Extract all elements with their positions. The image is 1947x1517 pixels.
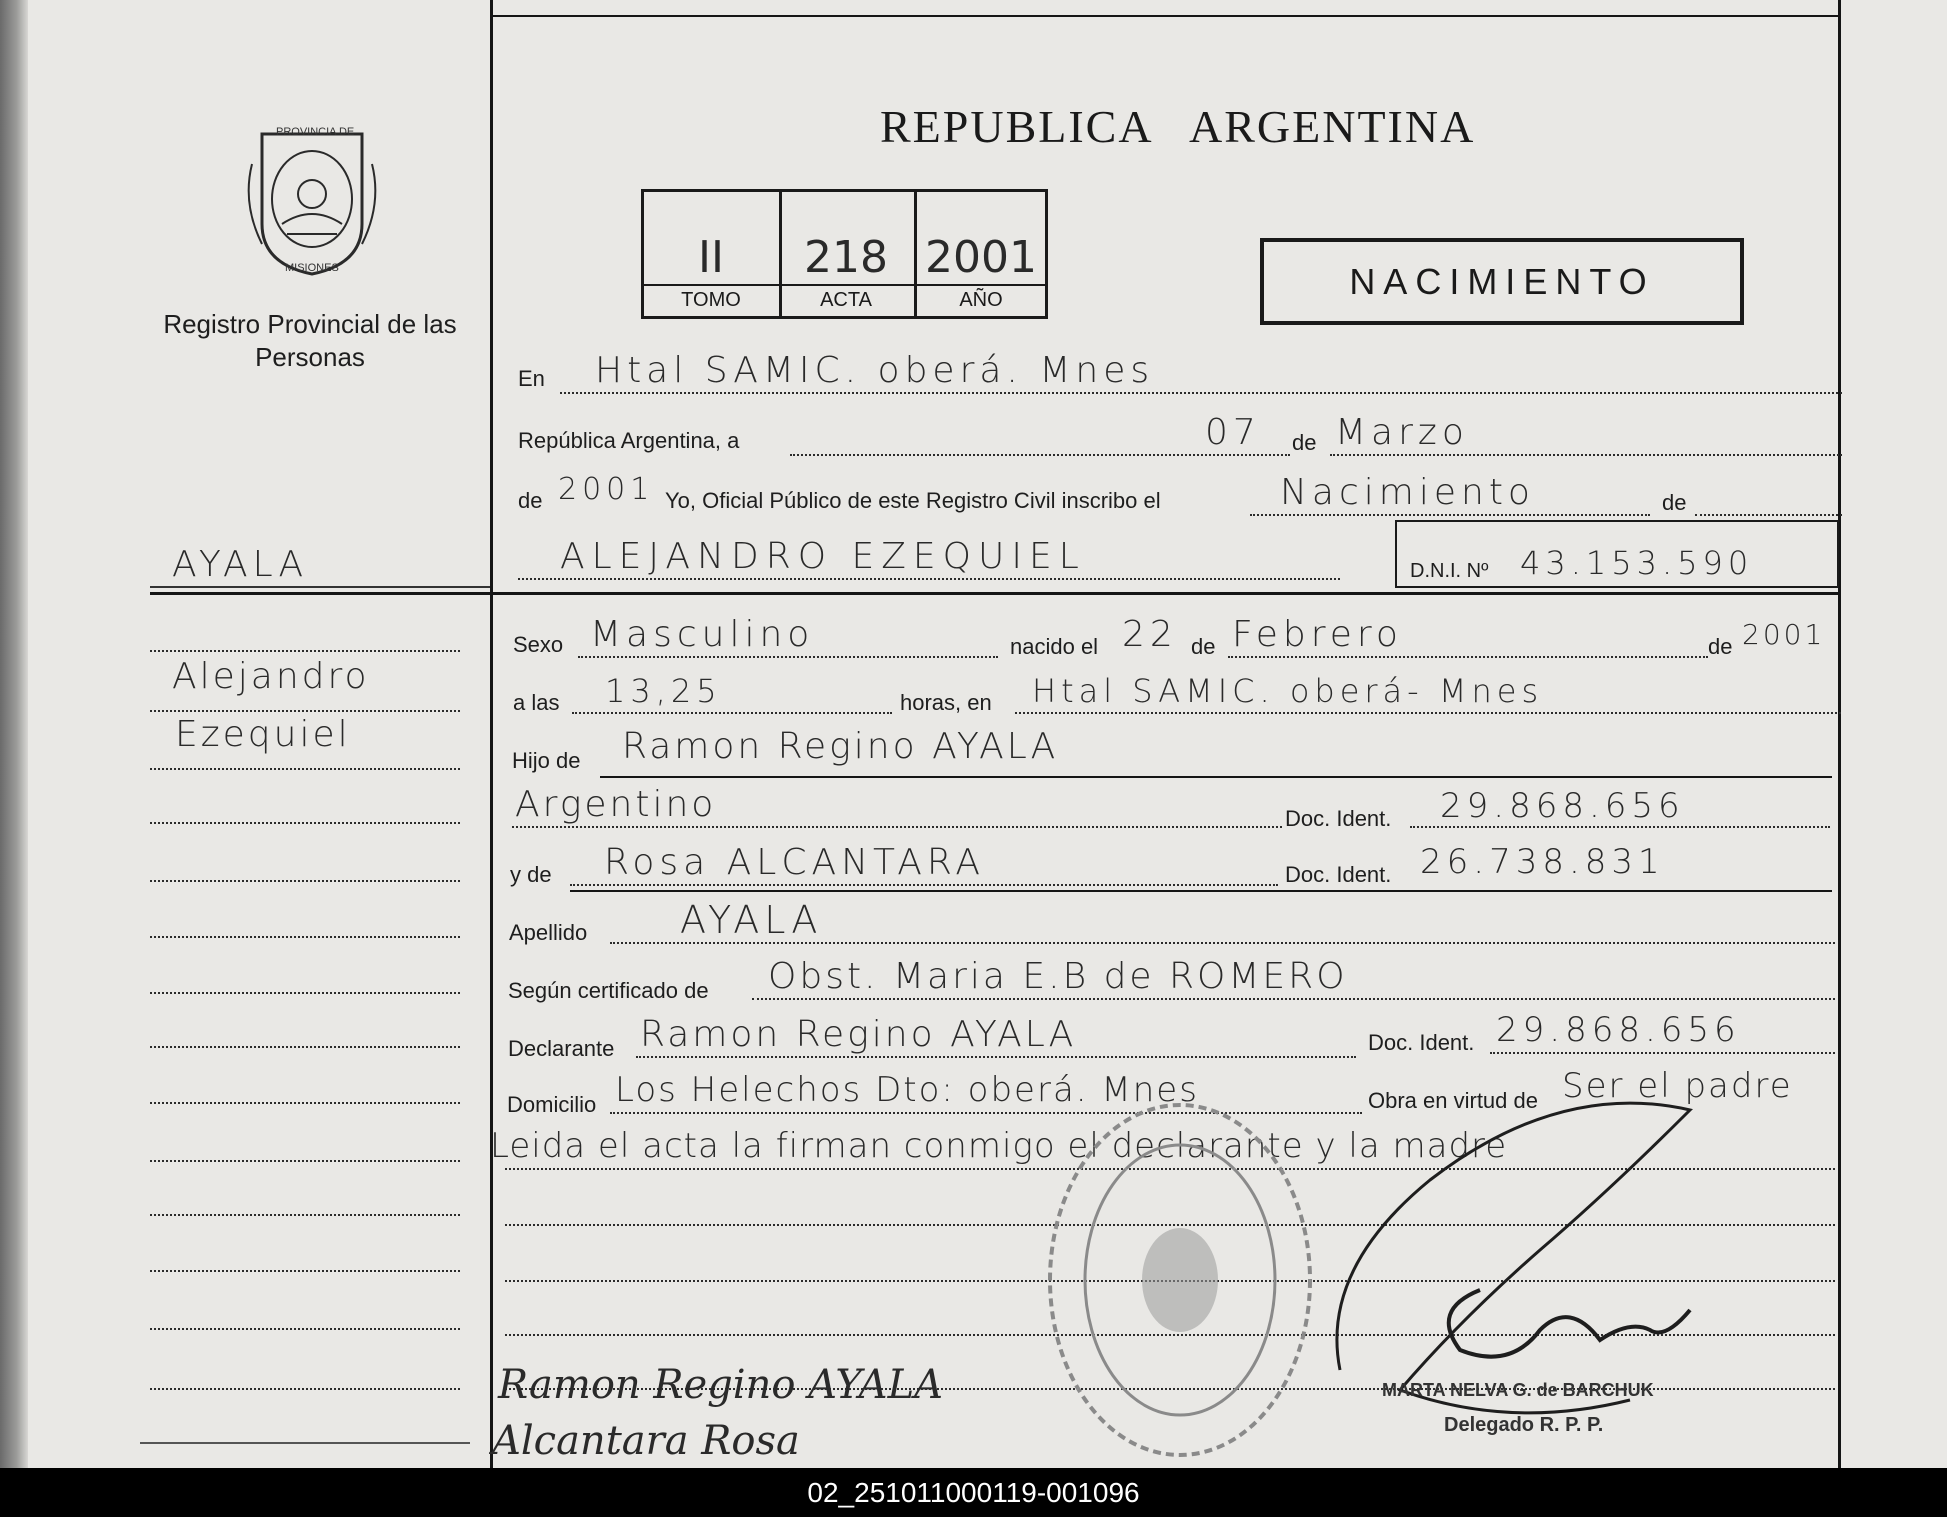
margin-dotted-line [150,1388,460,1390]
margin-dotted-line [150,822,460,824]
month-value: Marzo [1335,412,1469,453]
day-value: 07 [1205,412,1261,453]
tomo-label: TOMO [681,289,741,311]
apellido-value: AYALA [680,898,823,942]
sexo-label: Sexo [513,632,564,657]
dotted-line [578,656,998,658]
padre-doc: 29.868.656 [1440,786,1685,826]
obra-label: Obra en virtud de [1368,1088,1538,1113]
act-value: Nacimiento [1280,472,1535,513]
margin-dotted-line [150,936,460,938]
margin-dotted-line [150,1270,460,1272]
dotted-line [1695,514,1842,516]
dotted-line [1250,514,1650,516]
nacionalidad-value: Argentino [515,784,717,825]
child-name-value: ALEJANDRO EZEQUIEL [560,536,1086,577]
dotted-line [572,712,892,714]
country-title: REPUBLICA ARGENTINA [880,101,1476,152]
hora-value: 13,25 [605,672,722,710]
declarante-doc: 29.868.656 [1496,1010,1741,1050]
dotted-line [570,884,1278,886]
segun-value: Obst. Maria E.B de ROMERO [768,956,1348,997]
nacido-day: 22 [1122,614,1178,655]
year-prefix: de [518,488,543,513]
right-border [1838,0,1841,1468]
margin-surname: AYALA [172,544,309,585]
record-table [641,189,1048,319]
margin-dotted-line [150,992,460,994]
dotted-line [610,942,1835,944]
nacido-year-label: de [1708,634,1733,659]
dotted-line [1228,656,1708,658]
anio-label: AÑO [959,289,1003,311]
margin-dotted-line [150,768,460,770]
scan-id-footer: 02_251011000119-001096 [0,1468,1947,1517]
act-type-box: NACIMIENTO [1260,238,1744,325]
solid-rule [570,890,1832,892]
margin-rule [150,586,490,588]
dni-label: D.N.I. Nº [1410,560,1489,582]
dotted-line [636,1056,1356,1058]
margin-dotted-line [150,1160,460,1162]
province-seal-icon [242,124,382,279]
mother-signature: Alcantara Rosa [492,1418,800,1464]
leida-value: Leida el acta la firman conmigo el declarante y la madre [490,1126,1508,1166]
horas-label: horas, en [900,690,992,715]
sexo-value: Masculino [590,614,815,655]
domicilio-label: Domicilio [507,1092,597,1117]
anio-value: 2001 [925,232,1037,283]
margin-dotted-line [150,880,460,882]
en-value: Htal SAMIC. oberá. Mnes [595,350,1155,391]
dotted-line [1490,1052,1835,1054]
margin-given-2: Ezequiel [175,714,351,755]
nacido-label: nacido el [1010,634,1099,659]
obra-value: Ser el padre [1562,1066,1793,1106]
padre-value: Ramon Regino AYALA [622,726,1059,767]
yde-label: y de [510,862,552,887]
margin-dotted-line [150,1046,460,1048]
republica-label: República Argentina, a [518,428,740,453]
acta-label: ACTA [820,289,872,311]
seal-text-top: PROVINCIA DE [276,126,355,138]
hijo-label: Hijo de [512,748,581,773]
declarante-value: Ramon Regino AYALA [640,1014,1077,1055]
official-name: MARTA NELVA G. de BARCHUK [1382,1380,1654,1400]
top-rule [490,15,1840,17]
madre-value: Rosa ALCANTARA [604,842,986,883]
official-title: Delegado R. P. P. [1444,1414,1604,1436]
tomo-value: II [698,232,724,283]
seal-text-bottom: MISIONES [285,262,339,274]
de-label-2: de [1662,490,1687,515]
dotted-line [752,998,1835,1000]
margin-dotted-line [150,1214,460,1216]
dni-value: 43.153.590 [1520,544,1754,582]
segun-label: Según certificado de [508,978,709,1003]
dotted-line [790,454,1290,456]
year-value: 2001 [558,472,655,507]
nacido-month: Febrero [1232,614,1403,655]
margin-dotted-line [150,1328,460,1330]
alas-label: a las [513,690,560,715]
dotted-line [1330,454,1842,456]
domicilio-value: Los Helechos Dto: oberá. Mnes [615,1070,1199,1110]
en-label: En [518,366,545,391]
margin-given-1: Alejandro [172,656,370,697]
madre-doc: 26.738.831 [1420,842,1665,882]
column-divider [490,0,493,1468]
nacido-year: 2001 [1742,618,1826,651]
dotted-line [1410,826,1830,828]
margin-dotted-line [150,710,460,712]
doc-label-3: Doc. Ident. [1368,1030,1475,1055]
dotted-line [1015,712,1841,714]
doc-label: Doc. Ident. [1285,806,1392,831]
acta-value: 218 [804,232,888,283]
declarante-label: Declarante [508,1036,615,1061]
margin-bottom-rule [140,1442,470,1444]
lugar-value: Htal SAMIC. oberá- Mnes [1032,672,1544,710]
doc-label-2: Doc. Ident. [1285,862,1392,887]
nacido-de: de [1191,634,1216,659]
page-binding-edge [0,0,28,1468]
declarant-signature: Ramon Regino AYALA [498,1362,944,1408]
official-signature-icon [1310,1070,1730,1430]
section-divider [150,592,1840,595]
dotted-line [518,578,1340,580]
margin-dotted-line [150,650,460,652]
de-label: de [1292,430,1317,455]
official-stamp-icon [1030,1090,1330,1468]
registry-name: Registro Provincial de las Personas [163,309,457,372]
apellido-label: Apellido [509,920,588,945]
dotted-line [560,392,1842,394]
solid-rule [600,776,1832,778]
margin-dotted-line [150,1102,460,1104]
dotted-line [512,826,1282,828]
oficial-text: Yo, Oficial Público de este Registro Civil inscribo el [665,488,1161,513]
